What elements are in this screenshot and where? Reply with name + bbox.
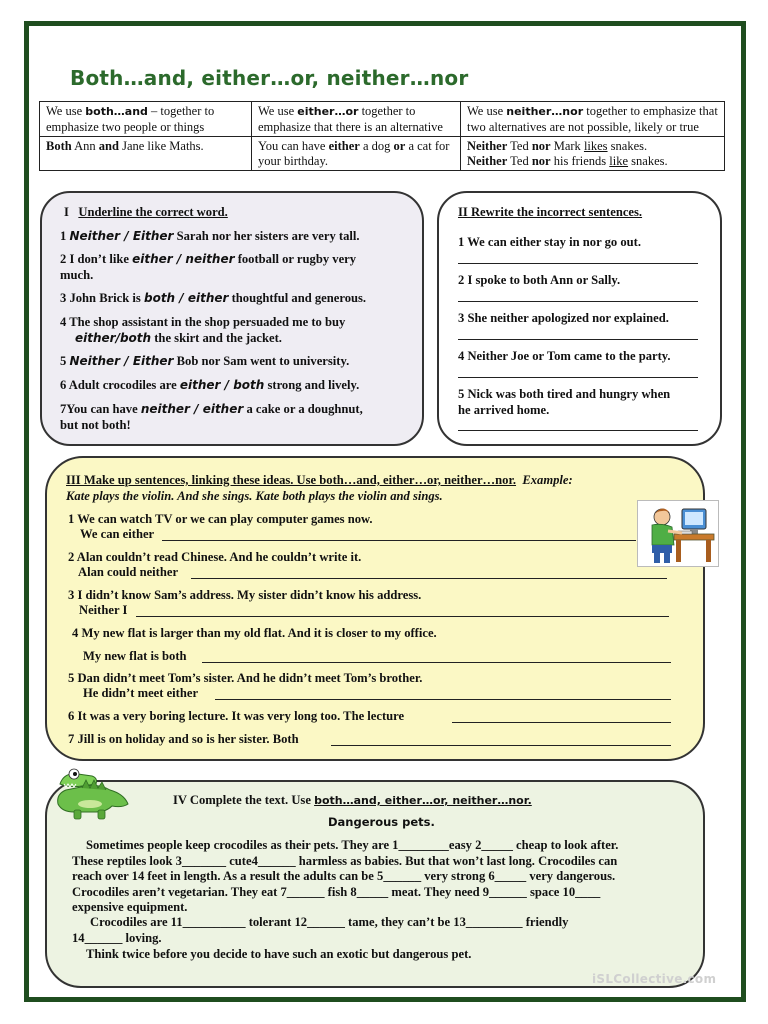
usage-cell-either-example: You can have either a dog or a cat for your birthday. [252, 137, 461, 171]
exercise-2-sentence-2: 2 I spoke to both Ann or Sally. [458, 273, 621, 287]
usage-cell-both-rule: We use both…and – together to emphasize two people or things [40, 102, 252, 137]
usage-cell-neither-example: Neither Ted nor Mark likes snakes. Neither Ted nor his friends like snakes. [461, 137, 725, 171]
exercise-4-text-line-3: reach over 14 feet in length. As a result the adults can be 5______ very strong 6_____ very dangerous. [72, 869, 616, 883]
exercise-3-answer-line-7[interactable] [331, 745, 671, 746]
exercise-2-sentence-4: 4 Neither Joe or Tom came to the party. [458, 349, 671, 363]
exercise-4-text-line-4: Crocodiles aren’t vegetarian. They eat 7______ fish 8_____ meat. They need 9______ space 10____ [72, 885, 601, 899]
exercise-3-question-3: 3 I didn’t know Sam’s address. My sister didn’t know his address. [68, 588, 422, 602]
exercise-1-item-2-cont: much. [60, 268, 94, 282]
exercise-3-start-2: Alan could neither [78, 565, 179, 579]
exercise-2-answer-line-1[interactable] [458, 263, 698, 264]
exercise-4-heading: IV Complete the text. Use both…and, either…or, neither…nor. [173, 793, 532, 807]
exercise-1-item-5: 5 Neither / Either Bob nor Sam went to university. [60, 354, 350, 368]
exercise-3-answer-line-4[interactable] [202, 662, 671, 663]
exercise-1-item-4-cont: either/both the skirt and the jacket. [75, 331, 282, 345]
exercise-3-example: Kate plays the violin. And she sings. Kate both plays the violin and sings. [66, 489, 443, 503]
exercise-4-text-line-1: Sometimes people keep crocodiles as their pets. They are 1________easy 2_____ cheap to look after. [86, 838, 619, 852]
usage-cell-neither-rule: We use neither…nor together to emphasize that two alternatives are not possible, likely or true [461, 102, 725, 137]
usage-table [39, 101, 725, 171]
exercise-4-text-line-6: Crocodiles are 11__________ tolerant 12______ tame, they can’t be 13_________ friendly [90, 915, 569, 929]
exercise-1-item-6: 6 Adult crocodiles are either / both strong and lively. [60, 378, 360, 392]
exercise-3-question-2: 2 Alan couldn’t read Chinese. And he couldn’t write it. [68, 550, 362, 564]
exercise-3-answer-line-3[interactable] [136, 616, 669, 617]
crocodile-picture [52, 764, 132, 822]
exercise-3-answer-line-5[interactable] [215, 699, 671, 700]
exercise-4-text-line-8: Think twice before you decide to have such an exotic but dangerous pet. [86, 947, 472, 961]
exercise-2-answer-line-5[interactable] [458, 430, 698, 431]
exercise-3-start-4: My new flat is both [83, 649, 187, 663]
exercise-3-start-3: Neither I [79, 603, 128, 617]
boy-at-computer-picture [637, 500, 719, 567]
exercise-1-item-7-cont: but not both! [60, 418, 131, 432]
exercise-3-question-7: 7 Jill is on holiday and so is her sister. Both [68, 732, 299, 746]
exercise-3-start-5: He didn’t meet either [83, 686, 199, 700]
exercise-1-item-2: 2 I don’t like either / neither football or rugby very [60, 252, 357, 266]
usage-row-examples [40, 137, 725, 171]
exercise-3-start-1: We can either [80, 527, 155, 541]
usage-cell-either-rule: We use either…or together to emphasize that there is an alternative [252, 102, 461, 137]
usage-row-rules [40, 102, 725, 137]
exercise-2-sentence-1: 1 We can either stay in nor go out. [458, 235, 641, 249]
exercise-3-answer-line-6[interactable] [452, 722, 671, 723]
exercise-4-text-line-5: expensive equipment. [72, 900, 188, 914]
exercise-3-question-6: 6 It was a very boring lecture. It was very long too. The lecture [68, 709, 405, 723]
exercise-1-item-3: 3 John Brick is both / either thoughtful and generous. [60, 291, 367, 305]
page-title: Both…and, either…or, neither…nor [70, 66, 469, 90]
exercise-1-heading: I Underline the correct word. [64, 205, 228, 219]
exercise-1-item-1: 1 Neither / Either Sarah nor her sisters are very tall. [60, 229, 360, 243]
exercise-4-subtitle: Dangerous pets. [328, 815, 435, 829]
exercise-3-answer-line-1[interactable] [162, 540, 636, 541]
exercise-3-question-5: 5 Dan didn’t meet Tom’s sister. And he didn’t meet Tom’s brother. [68, 671, 423, 685]
exercise-4-text-line-2: These reptiles look 3_______ cute4______ harmless as babies. But that won’t last long. Crocodiles can [72, 854, 618, 868]
exercise-2-answer-line-3[interactable] [458, 339, 698, 340]
exercise-3-question-1: 1 We can watch TV or we can play computer games now. [68, 512, 373, 526]
usage-cell-both-example: Both Ann and Jane like Maths. [40, 137, 252, 171]
exercise-2-heading: II Rewrite the incorrect sentences. [458, 205, 643, 219]
exercise-4-text-line-7: 14______ loving. [72, 931, 162, 945]
exercise-3-question-4: 4 My new flat is larger than my old flat. And it is closer to my office. [72, 626, 437, 640]
exercise-2-answer-line-2[interactable] [458, 301, 698, 302]
exercise-2-answer-line-4[interactable] [458, 377, 698, 378]
exercise-2-sentence-5-cont: he arrived home. [458, 403, 550, 417]
watermark: iSLCollective.com [592, 972, 717, 986]
exercise-1-item-4: 4 The shop assistant in the shop persuaded me to buy [60, 315, 346, 329]
exercise-2-sentence-3: 3 She neither apologized nor explained. [458, 311, 669, 325]
exercise-2-sentence-5: 5 Nick was both tired and hungry when [458, 387, 671, 401]
exercise-3-heading: III Make up sentences, linking these ideas. Use both…and, either…or, neither…nor. Example: [66, 473, 573, 487]
exercise-1-item-7: 7You can have neither / either a cake or a doughnut, [60, 402, 363, 416]
exercise-3-answer-line-2[interactable] [191, 578, 667, 579]
